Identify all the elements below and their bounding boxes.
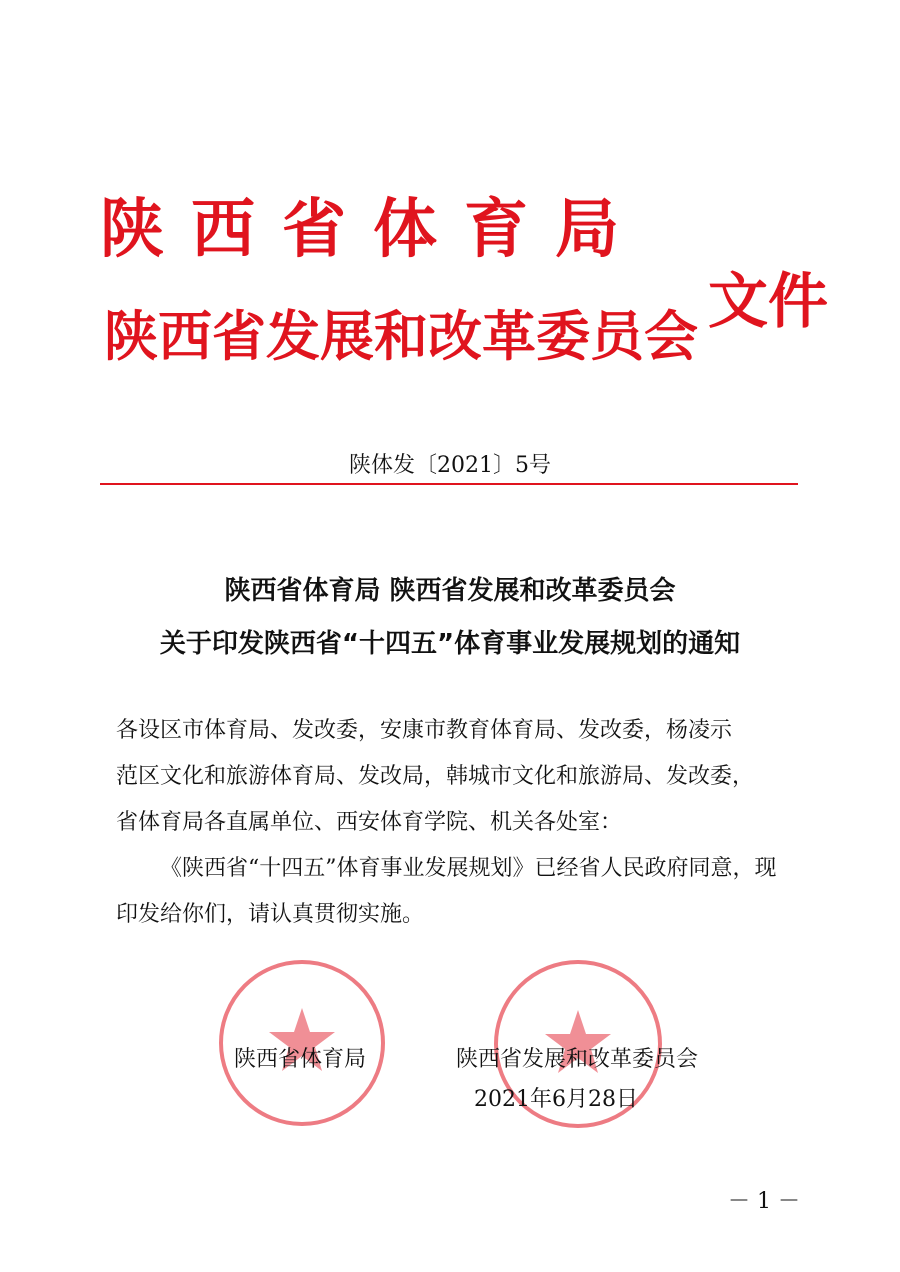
addressee-block [116,708,788,846]
header-org-sports-bureau: 陕西省体育局 [100,193,646,267]
addressee-line: 省体育局各直属单位、西安体育学院、机关各处室： [116,810,623,835]
addressee-line: 各设区市体育局、发改委，安康市教育体育局、发改委，杨凌示 [116,718,733,743]
signature-org-development-reform-commission: 陕西省发展和改革委员会 [456,1047,699,1072]
header-document-label: 文件 [708,267,828,337]
red-divider-line [100,483,798,485]
signature-date: 2021年6月28日 [474,1087,638,1112]
body-paragraph: 《陕西省“十四五”体育事业发展规划》已经省人民政府同意，现印发给你们，请认真贯彻实施。 [116,856,777,927]
page-number: － 1 － [728,1189,800,1214]
signature-org-sports-bureau: 陕西省体育局 [234,1047,367,1072]
notice-title-line-1: 陕西省体育局 陕西省发展和改革委员会 [224,576,676,606]
notice-title-line-2: 关于印发陕西省“十四五”体育事业发展规划的通知 [159,629,741,659]
header-org-development-reform-commission: 陕西省发展和改革委员会 [104,305,698,368]
document-number: 陕体发〔2021〕5号 [349,453,551,478]
addressee-line: 范区文化和旅游体育局、发改局，韩城市文化和旅游局、发改委， [116,764,755,789]
